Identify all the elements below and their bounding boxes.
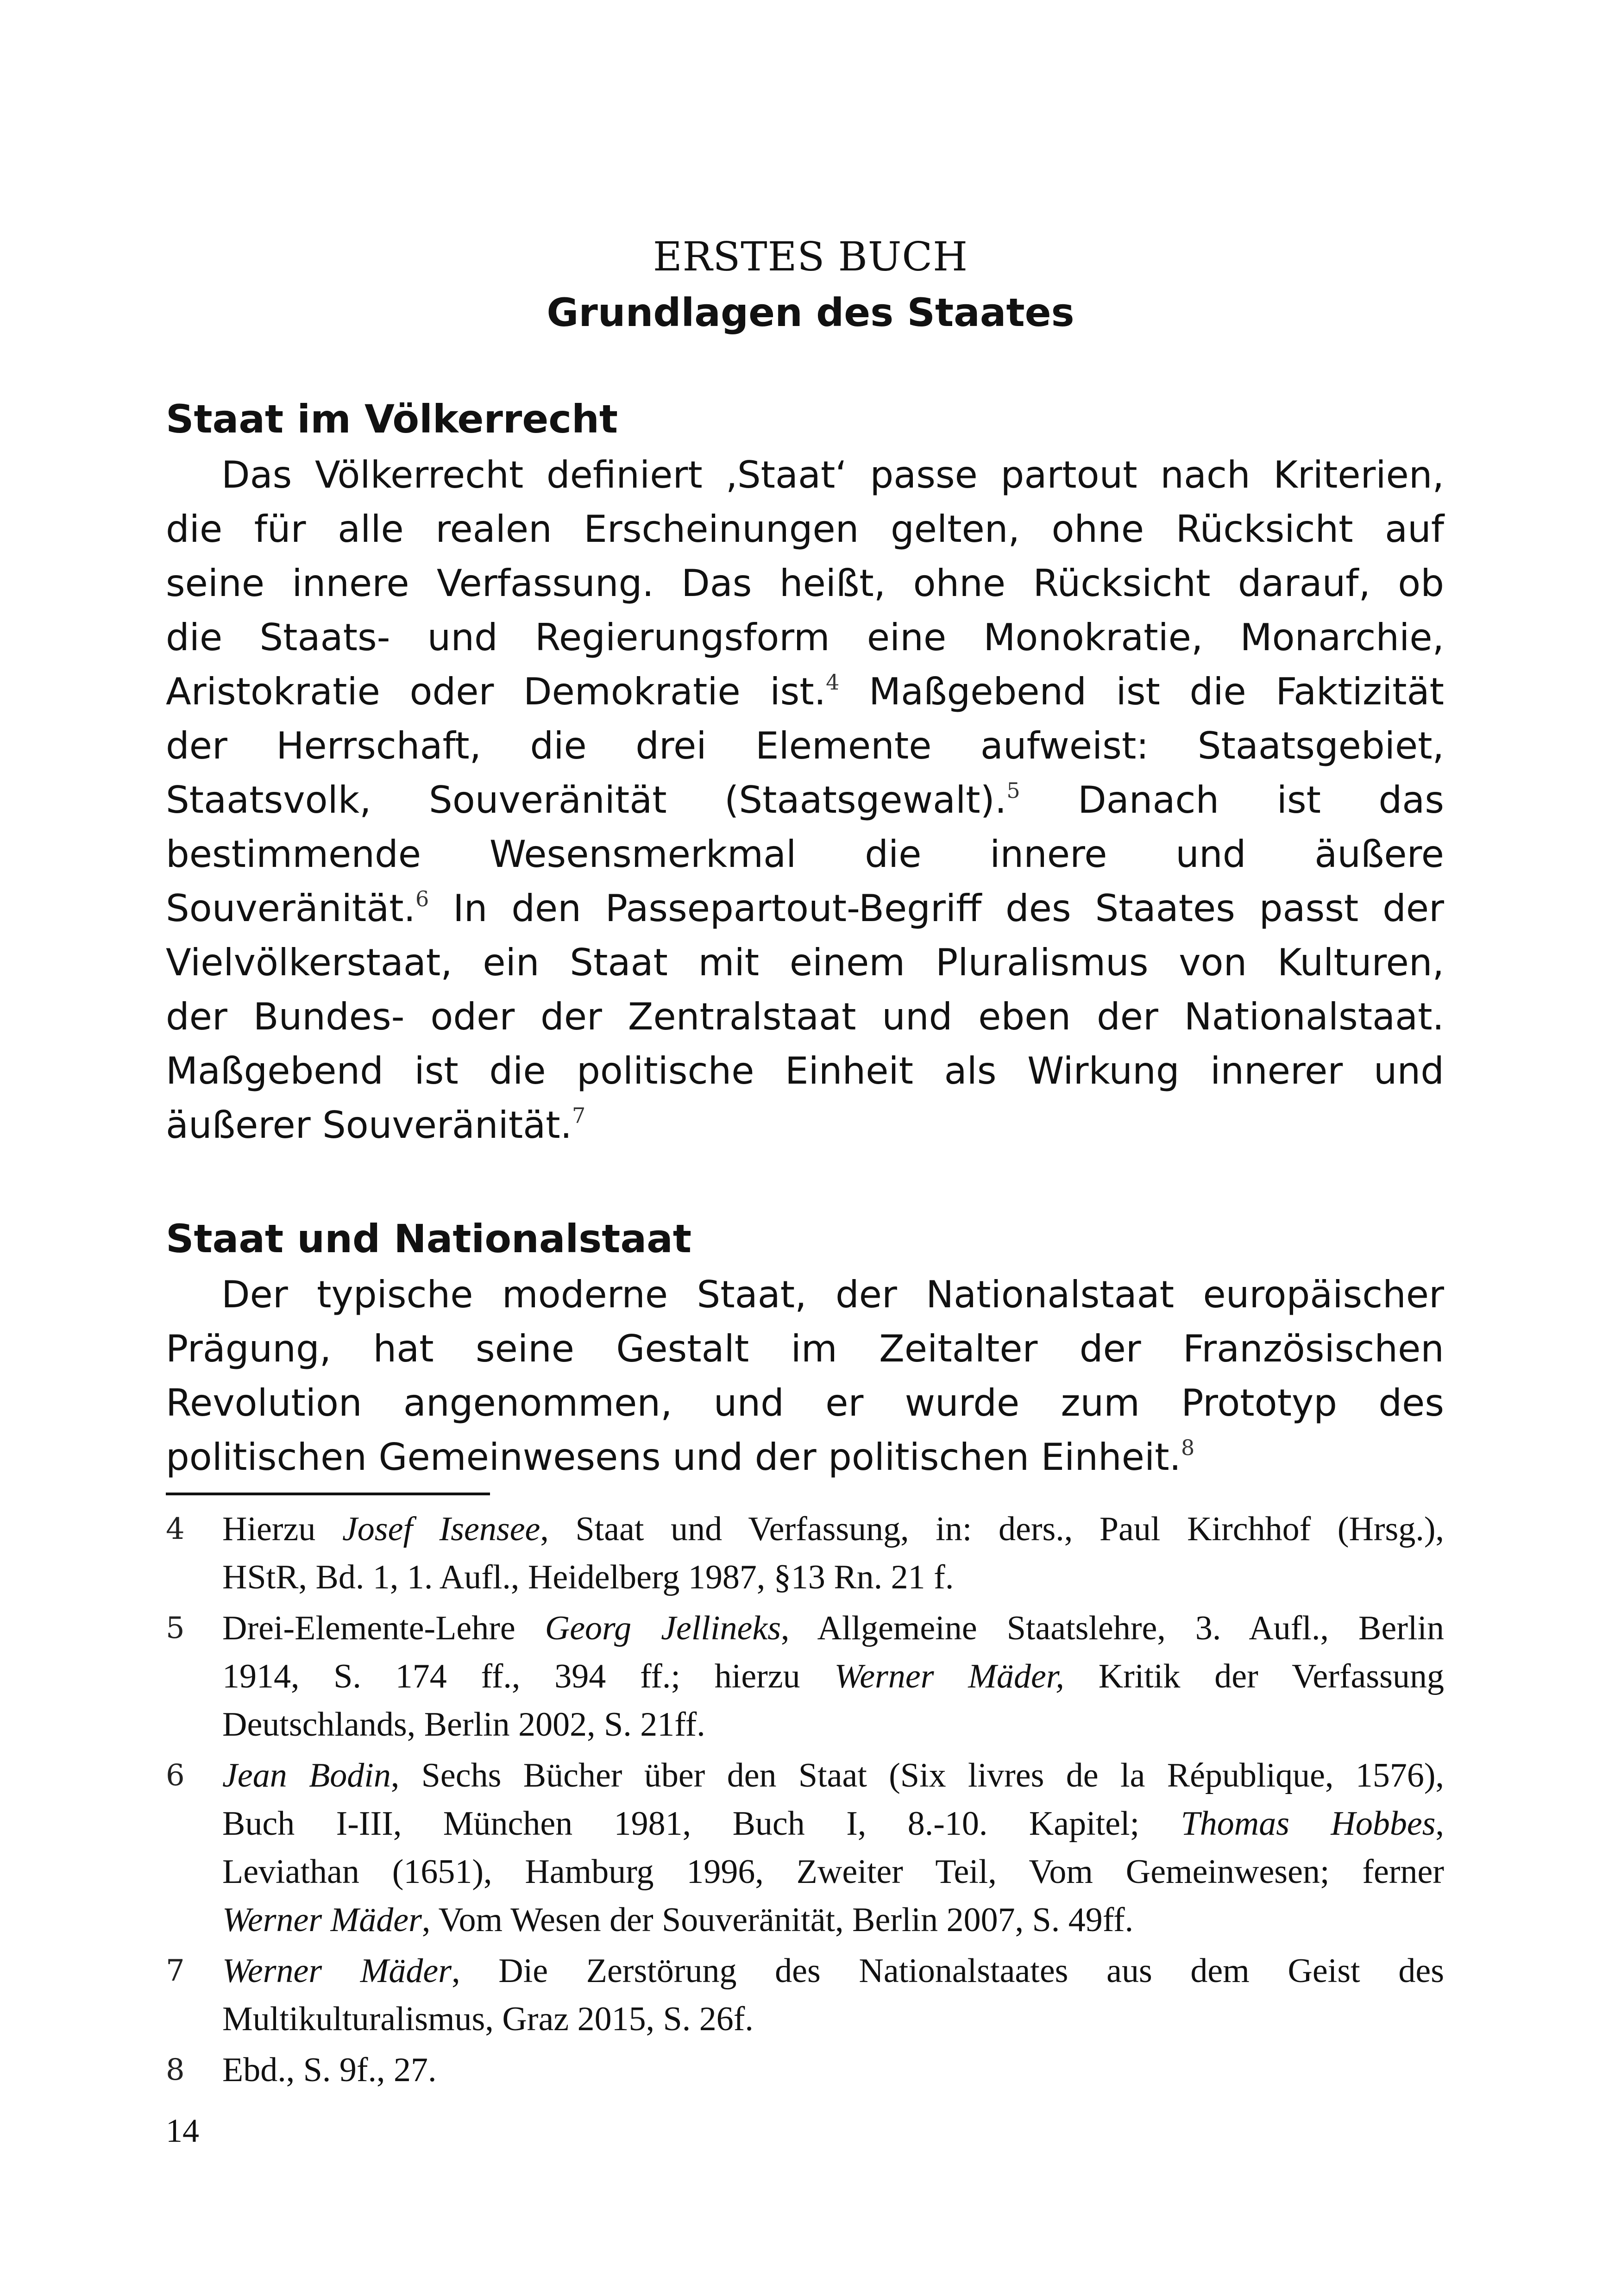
body-line: Aristokratie oder Demokratie ist.$^4$ Maßgebend ist die Faktizität — [166, 670, 1445, 713]
footnote-author: Werner Mäder, — [834, 1657, 1064, 1695]
footnote-line: 1914, S. 174 ff., 394 ff.; hierzu Werner Mäder, Kritik der Verfassung — [222, 1657, 1444, 1695]
body-line: Das Völkerrecht definiert ‚Staat‘ passe partout nach Kriterien, — [221, 453, 1444, 496]
footnote-line: Werner Mäder, Die Zerstörung des Nationalstaates aus dem Geist des — [222, 1952, 1444, 1990]
footnote-line: Drei-Elemente-Lehre Georg Jellineks, Allgemeine Staatslehre, 3. Aufl., Berlin — [222, 1609, 1444, 1647]
footnote-line: Multikulturalismus, Graz 2015, S. 26f. — [222, 2000, 754, 2038]
footnote-line: Buch I-III, München 1981, Buch I, 8.-10. Kapitel; Thomas Hobbes, — [222, 1805, 1444, 1843]
footnote-number: 7 — [166, 1954, 185, 1988]
footnote-number: 5 — [166, 1611, 185, 1645]
footnote-author: Jean Bodin — [222, 1757, 391, 1794]
body-line: Maßgebend ist die politische Einheit als Wirkung innerer und — [166, 1049, 1444, 1092]
footnote-line: Ebd., S. 9f., 27. — [222, 2051, 437, 2089]
footnote-item — [166, 1751, 1444, 1944]
footnote-line: Hierzu Josef Isensee, Staat und Verfassung, in: ders., Paul Kirchhof (Hrsg.), — [222, 1510, 1444, 1548]
body-line: bestimmende Wesensmerkmal die innere und äußere — [166, 833, 1444, 876]
body-line: Revolution angenommen, und er wurde zum Prototyp des — [166, 1381, 1444, 1424]
footnote-number: 4 — [166, 1512, 185, 1546]
footnote-item — [166, 2046, 1444, 2094]
book-title: Grundlagen des Staates — [547, 290, 1074, 335]
footnotes — [166, 1505, 1444, 2097]
body-line: Der typische moderne Staat, der Nationalstaat europäischer — [221, 1273, 1444, 1316]
body-line: der Bundes- oder der Zentralstaat und eben der Nationalstaat. — [166, 995, 1444, 1038]
section-body-nationalstaat — [166, 1267, 1444, 1484]
body-line: die Staats- und Regierungsform eine Monokratie, Monarchie, — [166, 616, 1444, 659]
footnote-author: Georg Jellineks — [545, 1609, 781, 1647]
footnote-line: Leviathan (1651), Hamburg 1996, Zweiter Teil, Vom Gemeinwesen; ferner — [222, 1853, 1444, 1891]
footnote-separator — [166, 1493, 490, 1495]
footnote-item — [166, 1947, 1444, 2043]
footnote-line: Werner Mäder, Vom Wesen der Souveränität, Berlin 2007, S. 49ff. — [222, 1901, 1134, 1939]
section-body-voelkerrecht — [166, 448, 1444, 1152]
page-number: 14 — [166, 2112, 199, 2149]
body-line: Vielvölkerstaat, ein Staat mit einem Pluralismus von Kulturen, — [166, 941, 1444, 984]
body-line: die für alle realen Erscheinungen gelten, ohne Rücksicht auf — [166, 508, 1444, 551]
body-line: äußerer Souveränität.$^7$ — [166, 1103, 586, 1147]
footnote-item — [166, 1505, 1444, 1601]
footnote-author: Josef Isensee — [342, 1510, 540, 1548]
section-heading-voelkerrecht: Staat im Völkerrecht — [166, 396, 618, 442]
footnote-line: Deutschlands, Berlin 2002, S. 21ff. — [222, 1706, 705, 1744]
book-label: ERSTES BUCH — [653, 234, 968, 280]
footnote-line: Jean Bodin, Sechs Bücher über den Staat (Six livres de la République, 1576), — [222, 1757, 1445, 1794]
body-line: Prägung, hat seine Gestalt im Zeitalter der Französischen — [166, 1327, 1444, 1370]
body-line: Staatsvolk, Souveränität (Staatsgewalt).$^5$ Danach ist das — [166, 778, 1445, 822]
body-line: Souveränität.$^6$ In den Passepartout-Begriff des Staates passt der — [166, 886, 1444, 930]
footnote-reference[interactable]: 8 — [1181, 1435, 1195, 1460]
footnote-reference[interactable]: 7 — [572, 1103, 586, 1128]
footnote-number: 6 — [166, 1758, 185, 1793]
footnote-reference[interactable]: 6 — [415, 886, 429, 911]
footnote-author: Thomas Hobbes — [1181, 1805, 1436, 1843]
footnote-line: HStR, Bd. 1, 1. Aufl., Heidelberg 1987, §13 Rn. 21 f. — [222, 1558, 954, 1596]
footnote-reference[interactable]: 4 — [826, 670, 840, 695]
body-line: politischen Gemeinwesens und der politischen Einheit.$^8$ — [166, 1435, 1195, 1479]
footnote-author: Werner Mäder — [222, 1952, 452, 1990]
body-line: seine innere Verfassung. Das heißt, ohne Rücksicht darauf, ob — [166, 562, 1444, 605]
section-heading-nationalstaat: Staat und Nationalstaat — [166, 1216, 691, 1261]
footnote-author: Werner Mäder — [222, 1901, 422, 1939]
footnote-item — [166, 1604, 1444, 1749]
body-line: der Herrschaft, die drei Elemente aufweist: Staatsgebiet, — [166, 724, 1444, 767]
footnote-reference[interactable]: 5 — [1006, 778, 1020, 803]
footnote-number: 8 — [166, 2053, 185, 2087]
